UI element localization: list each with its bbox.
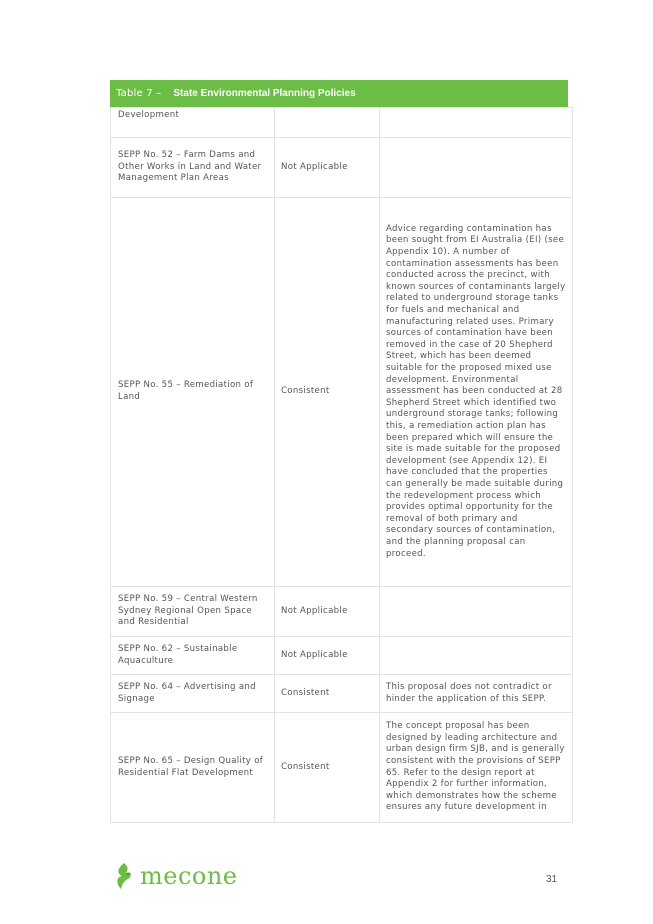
- policy-cell: SEPP No. 62 – Sustainable Aquaculture: [111, 637, 275, 675]
- policy-cell: SEPP No. 52 – Farm Dams and Other Works in Land and Water Management Plan Areas: [111, 138, 275, 198]
- status-cell: Consistent: [275, 713, 380, 823]
- page-number: 31: [546, 874, 558, 885]
- table-header: [110, 80, 568, 107]
- policy-cell: SEPP No. 55 – Remediation of Land: [111, 198, 275, 587]
- table-row: [111, 637, 573, 675]
- comment-cell: The concept proposal has been designed by leading architecture and urban design firm SJB, and is generally consistent with the provisions of SEPP 65. Refer to the design report at Appendix 2 for further information, which demonstrates how the scheme ensures any future development in: [380, 713, 573, 823]
- table-row: [111, 587, 573, 637]
- policy-cell: SEPP No. 65 – Design Quality of Residential Flat Development: [111, 713, 275, 823]
- policy-cell: SEPP No. 64 – Advertising and Signage: [111, 675, 275, 713]
- status-cell: Not Applicable: [275, 587, 380, 637]
- status-cell: Consistent: [275, 198, 380, 587]
- status-cell: Not Applicable: [275, 637, 380, 675]
- status-cell: Consistent: [275, 675, 380, 713]
- spp-table: [110, 80, 568, 823]
- mecone-logo: [112, 862, 238, 890]
- policy-table: [110, 107, 573, 823]
- leaf-icon: [112, 862, 136, 890]
- table-row: [111, 675, 573, 713]
- status-cell: Not Applicable: [275, 138, 380, 198]
- comment-cell: This proposal does not contradict or hinder the application of this SEPP.: [380, 675, 573, 713]
- comment-cell: [380, 138, 573, 198]
- comment-cell: Advice regarding contamination has been sought from EI Australia (EI) (see Appendix 10). A number of contamination assessments has been conducted across the precinct, with known sources of contaminants largely related to underground storage tanks for fuels and mechanical and manufacturing related uses. Primary sources of contamination have been removed in the case of 20 Shepherd Street, which has been deemed suitable for the proposed mixed use development. Environmental assessment has been conducted at 28 Shepherd Street which identified two underground storage tanks; following this, a remediation action plan has been prepared which will ensure the site is made suitable for the proposed development (see Appendix 12). EI have concluded that the properties can generally be made suitable during the redevelopment process which provides optimal opportunity for the removal of both primary and secondary sources of contamination, and the planning proposal can proceed.: [380, 198, 573, 587]
- policy-cell: Development: [111, 108, 275, 138]
- table-row: [111, 198, 573, 587]
- comment-cell: [380, 587, 573, 637]
- table-title: State Environmental Planning Policies: [173, 88, 356, 99]
- table-number: Table 7 –: [116, 88, 162, 99]
- table-row: [111, 108, 573, 138]
- logo-wordmark: mecone: [140, 862, 238, 890]
- status-cell: [275, 108, 380, 138]
- comment-cell: [380, 108, 573, 138]
- comment-cell: [380, 637, 573, 675]
- table-row: [111, 138, 573, 198]
- table-row: [111, 713, 573, 823]
- policy-cell: SEPP No. 59 – Central Western Sydney Regional Open Space and Residential: [111, 587, 275, 637]
